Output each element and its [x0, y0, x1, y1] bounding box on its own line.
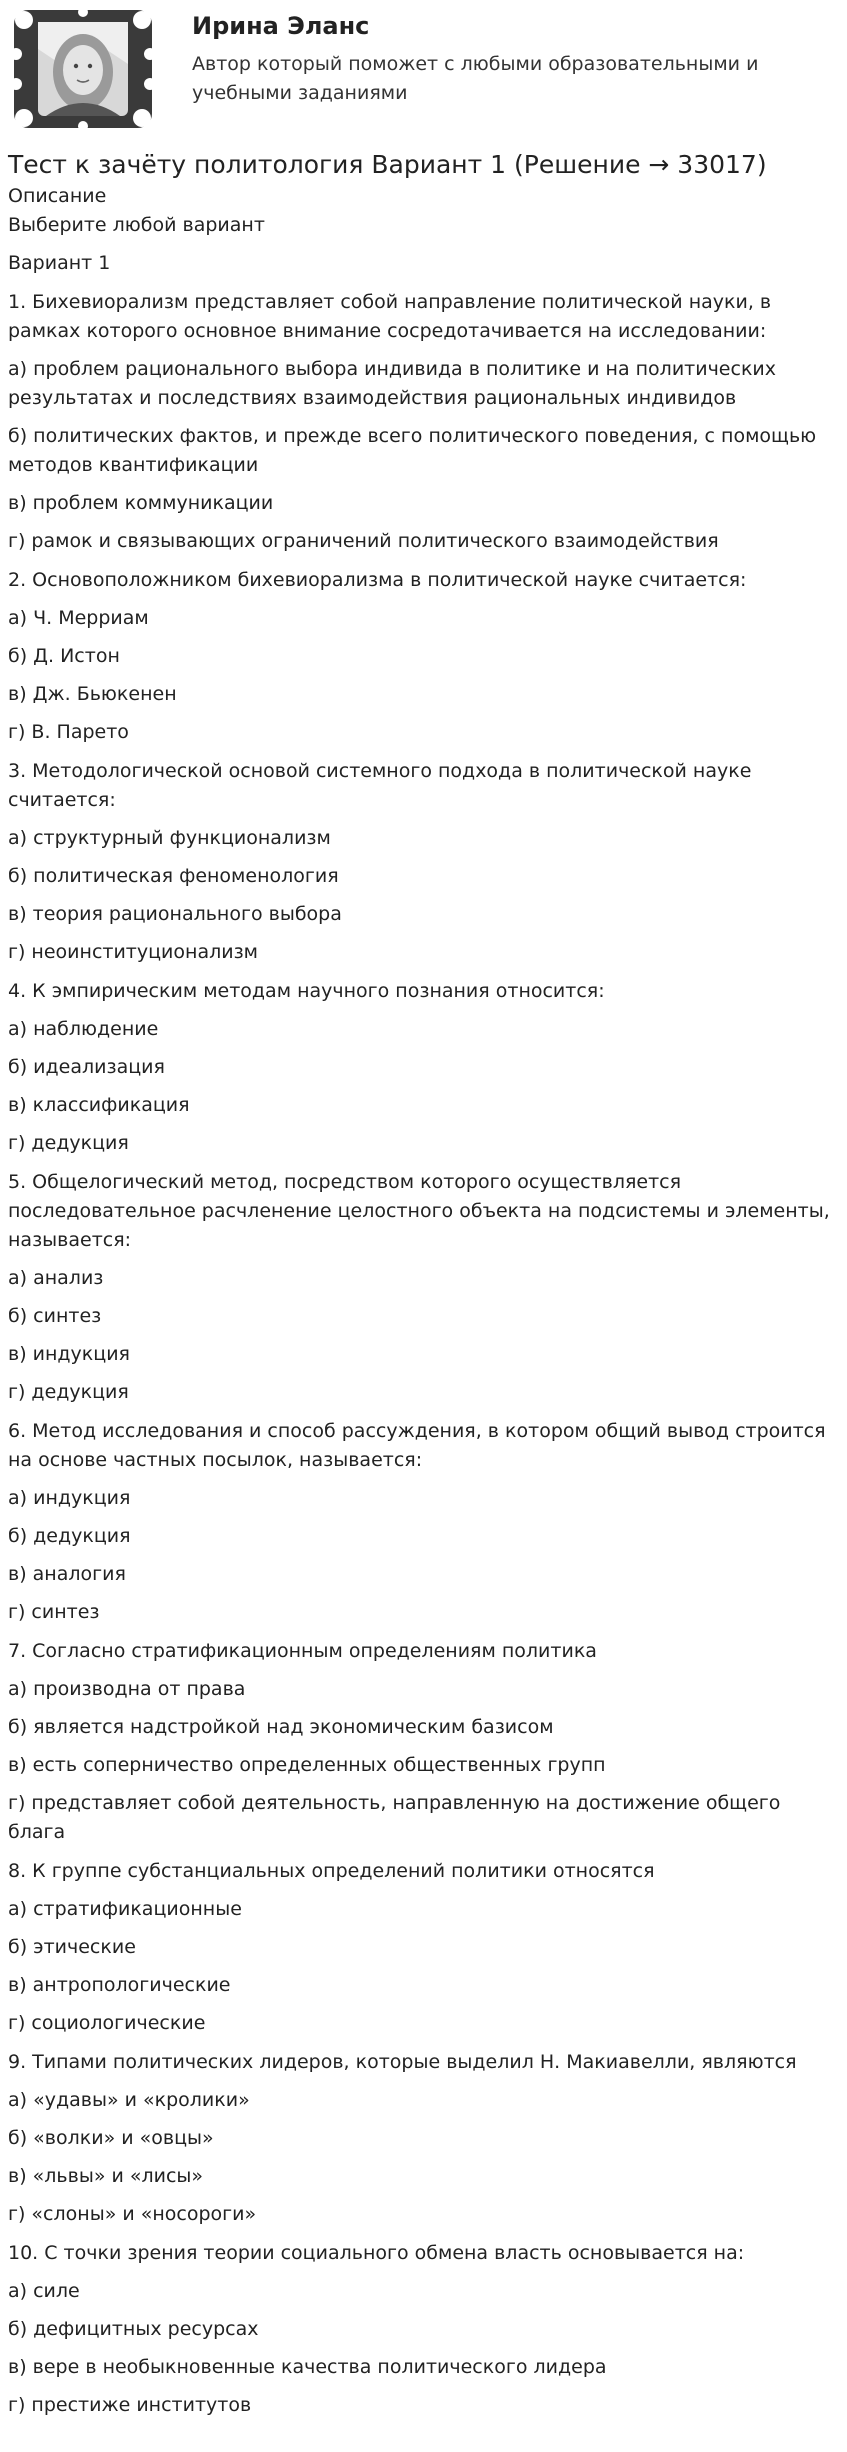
- answer-option: в) есть соперничество определенных общественных групп: [8, 1754, 606, 1776]
- answer-option: б) синтез: [8, 1305, 102, 1327]
- answer-option: а) проблем рационального выбора индивида в политике и на политических результатах и последствиях взаимодействия рациональных индивидов: [8, 358, 777, 409]
- question-text: 1. Бихевиорализм представляет собой направление политической науки, в рамках которого основное внимание сосредотачивается на исследовании:: [8, 291, 772, 342]
- answer-option: г) рамок и связывающих ограничений политического взаимодействия: [8, 530, 719, 552]
- description-label: Описание: [8, 185, 107, 207]
- answer-option: в) теория рационального выбора: [8, 903, 342, 925]
- question-list: [8, 288, 847, 2420]
- avatar[interactable]: [8, 4, 158, 134]
- answer-option: а) производна от права: [8, 1678, 246, 1700]
- answer-option: а) структурный функционализм: [8, 827, 331, 849]
- author-card: [8, 0, 847, 140]
- answer-option: г) дедукция: [8, 1132, 129, 1154]
- question-text: 6. Метод исследования и способ рассуждения, в котором общий вывод строится на основе частных посылок, называется:: [8, 1420, 826, 1471]
- answer-option: а) Ч. Мерриам: [8, 607, 149, 629]
- answer-option: а) силе: [8, 2280, 80, 2302]
- answer-option: б) Д. Истон: [8, 645, 120, 667]
- answer-option: б) «волки» и «овцы»: [8, 2127, 214, 2149]
- answer-option: в) аналогия: [8, 1563, 126, 1585]
- answer-option: б) политических фактов, и прежде всего политического поведения, с помощью методов квантификации: [8, 425, 817, 476]
- answer-option: б) политическая феноменология: [8, 865, 339, 887]
- answer-option: в) антропологические: [8, 1974, 231, 1996]
- answer-option: в) Дж. Бьюкенен: [8, 683, 177, 705]
- answer-option: а) анализ: [8, 1267, 104, 1289]
- answer-option: г) «слоны» и «носороги»: [8, 2203, 257, 2225]
- page-title: Тест к зачёту политология Вариант 1 (Решение → 33017): [8, 150, 767, 179]
- answer-option: а) стратификационные: [8, 1898, 242, 1920]
- answer-option: г) В. Парето: [8, 721, 129, 743]
- answer-option: а) «удавы» и «кролики»: [8, 2089, 250, 2111]
- answer-option: г) неоинституционализм: [8, 941, 259, 963]
- answer-option: б) идеализация: [8, 1056, 165, 1078]
- question-text: 10. С точки зрения теории социального обмена власть основывается на:: [8, 2242, 745, 2264]
- variant-label: Вариант 1: [8, 252, 111, 274]
- question-text: 8. К группе субстанциальных определений политики относятся: [8, 1860, 655, 1882]
- answer-option: б) дедукция: [8, 1525, 131, 1547]
- answer-option: в) классификация: [8, 1094, 190, 1116]
- answer-option: г) синтез: [8, 1601, 100, 1623]
- question-text: 5. Общелогический метод, посредством которого осуществляется последовательное расчленение целостного объекта на подсистемы и элементы, называется:: [8, 1171, 830, 1251]
- intro-text: Выберите любой вариант: [8, 214, 265, 236]
- question-text: 9. Типами политических лидеров, которые выделил Н. Макиавелли, являются: [8, 2051, 797, 2073]
- answer-option: г) престиже институтов: [8, 2394, 252, 2416]
- answer-option: г) дедукция: [8, 1381, 129, 1403]
- question-text: 4. К эмпирическим методам научного познания относится:: [8, 980, 605, 1002]
- answer-option: а) индукция: [8, 1487, 131, 1509]
- answer-option: б) этические: [8, 1936, 136, 1958]
- question-text: 2. Основоположником бихевиорализма в политической науке считается:: [8, 569, 747, 591]
- author-description: Автор который поможет с любыми образовательными и учебными заданиями: [192, 53, 759, 104]
- answer-option: г) представляет собой деятельность, направленную на достижение общего блага: [8, 1792, 781, 1843]
- answer-option: а) наблюдение: [8, 1018, 159, 1040]
- avatar-image: [8, 4, 158, 134]
- answer-option: в) «львы» и «лисы»: [8, 2165, 204, 2187]
- answer-option: в) проблем коммуникации: [8, 492, 274, 514]
- answer-option: б) дефицитных ресурсах: [8, 2318, 259, 2340]
- answer-option: б) является надстройкой над экономическим базисом: [8, 1716, 554, 1738]
- answer-option: г) социологические: [8, 2012, 206, 2034]
- answer-option: в) вере в необыкновенные качества политического лидера: [8, 2356, 607, 2378]
- question-text: 3. Методологической основой системного подхода в политической науке считается:: [8, 760, 752, 811]
- author-info: [192, 0, 832, 108]
- author-name[interactable]: Ирина Эланс: [192, 12, 370, 40]
- question-text: 7. Согласно стратификационным определениям политика: [8, 1640, 597, 1662]
- answer-option: в) индукция: [8, 1343, 130, 1365]
